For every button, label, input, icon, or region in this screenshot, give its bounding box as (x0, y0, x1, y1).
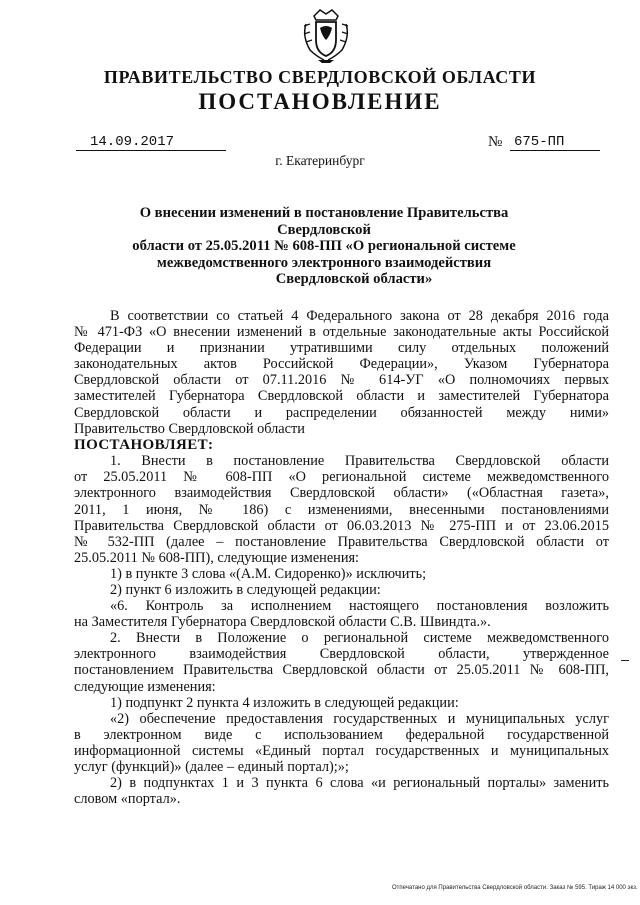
item2-quote (74, 711, 609, 775)
item1-quote-line: «6. Контроль за исполнением настоящего постановления возложить (110, 598, 609, 615)
coat-of-arms-icon (300, 6, 352, 64)
item1-quote (74, 598, 609, 630)
item1-quote-line: на Заместителя Губернатора Свердловской области С.В. Швиндта.». (74, 614, 491, 631)
preamble-line: Правительство Свердловской области (74, 420, 305, 437)
item2-line: следующие изменения: (74, 678, 216, 695)
item2-quote-line: «2) обеспечение предоставления государственных и муниципальных услуг (110, 710, 609, 727)
margin-mark (621, 660, 629, 661)
item1-line: электронного взаимодействия Свердловской области» («Областная газета», (74, 485, 609, 502)
preamble-line: Свердловской области от 07.11.2016 № 614-УГ «О полномочиях первых (74, 372, 609, 389)
preamble-line: В соответствии со статьей 4 Федерального закона от 28 декабря 2016 года (110, 308, 609, 324)
title-line: межведомственного электронного взаимодействия (156, 254, 492, 271)
title-line: области от 25.05.2011 № 608-ПП «О региональной системе (132, 238, 516, 255)
item2-subitem-1: 1) подпункт 2 пункта 4 изложить в следующей редакции: (110, 694, 459, 711)
item1-line: Правительства Свердловской области от 06.03.2013 № 275-ПП и от 23.06.2015 (74, 517, 609, 534)
item1-subitem-1: 1) в пункте 3 слова «(А.М. Сидоренко)» исключить; (110, 565, 427, 582)
item1-line: от 25.05.2011 № 608-ПП «О региональной системе межведомственного (74, 469, 609, 486)
decree-word: ПОСТАНОВЛЯЕТ: (74, 436, 214, 453)
item2-quote-line: в электронном виде с использованием федеральной государственной (74, 726, 609, 743)
title-line: Свердловской области» (275, 271, 433, 288)
item2-sub2-line: 2) в подпунктах 1 и 3 пункта 6 слова «и региональный порталы» заменить (110, 775, 609, 792)
item2-quote-line: информационной системы «Единый портал государственных и муниципальных (74, 742, 609, 759)
item-2 (74, 630, 609, 694)
item2-subitem-2 (74, 775, 609, 807)
document-date: 14.09.2017 (76, 134, 226, 151)
item1-line: 2011, 1 июня, № 186) с изменениями, внесенными постановлениями (74, 501, 609, 518)
item2-quote-line: услуг (функций)» (далее – единый портал);»; (74, 759, 349, 776)
document-number: 675-ПП (510, 134, 600, 151)
item1-line: 25.05.2011 № 608-ПП), следующие изменения: (74, 549, 360, 566)
item1-line: 1. Внести в постановление Правительства Свердловской области (110, 453, 609, 470)
preamble-line: законодательных актов Российской Федерации», Указом Губернатора (74, 356, 609, 373)
preamble-paragraph (74, 308, 609, 437)
item2-line: 2. Внести в Положение о региональной системе межведомственного (110, 630, 609, 647)
item2-sub2-line: словом «портал». (74, 791, 181, 808)
preamble-line: Федерации и признании утратившими силу отдельных положений (74, 340, 609, 357)
preamble-line: Свердловской области и распределении обязанностей между ними» (74, 404, 609, 421)
document-type: ПОСТАНОВЛЕНИЕ (198, 89, 442, 114)
title-line: О внесении изменений в постановление Правительства Свердловской (139, 205, 509, 238)
city: г. Екатеринбург (275, 153, 365, 168)
preamble-line: заместителей Губернатора Свердловской области и заместителей Губернатора (74, 388, 609, 405)
document-body (74, 308, 609, 807)
preamble-line: № 471-ФЗ «О внесении изменений в отдельные законодательные акты Российской (74, 324, 609, 341)
number-sign: № (488, 134, 503, 150)
print-footer: Отпечатано для Правительства Свердловской области. Заказ № 595. Тираж 14 000 экз. (392, 885, 638, 891)
item2-line: постановлением Правительства Свердловской области от 25.05.2011 № 608-ПП, (74, 662, 609, 679)
item2-line: электронного взаимодействия Свердловской области, утвержденное (74, 646, 609, 663)
item1-line: № 532-ПП (далее – постановление Правительства Свердловской области от (74, 533, 609, 550)
item1-subitem-2: 2) пункт 6 изложить в следующей редакции: (110, 582, 381, 598)
item-1 (74, 453, 609, 566)
document-title (108, 205, 540, 288)
issuing-authority: ПРАВИТЕЛЬСТВО СВЕРДЛОВСКОЙ ОБЛАСТИ (103, 67, 537, 87)
